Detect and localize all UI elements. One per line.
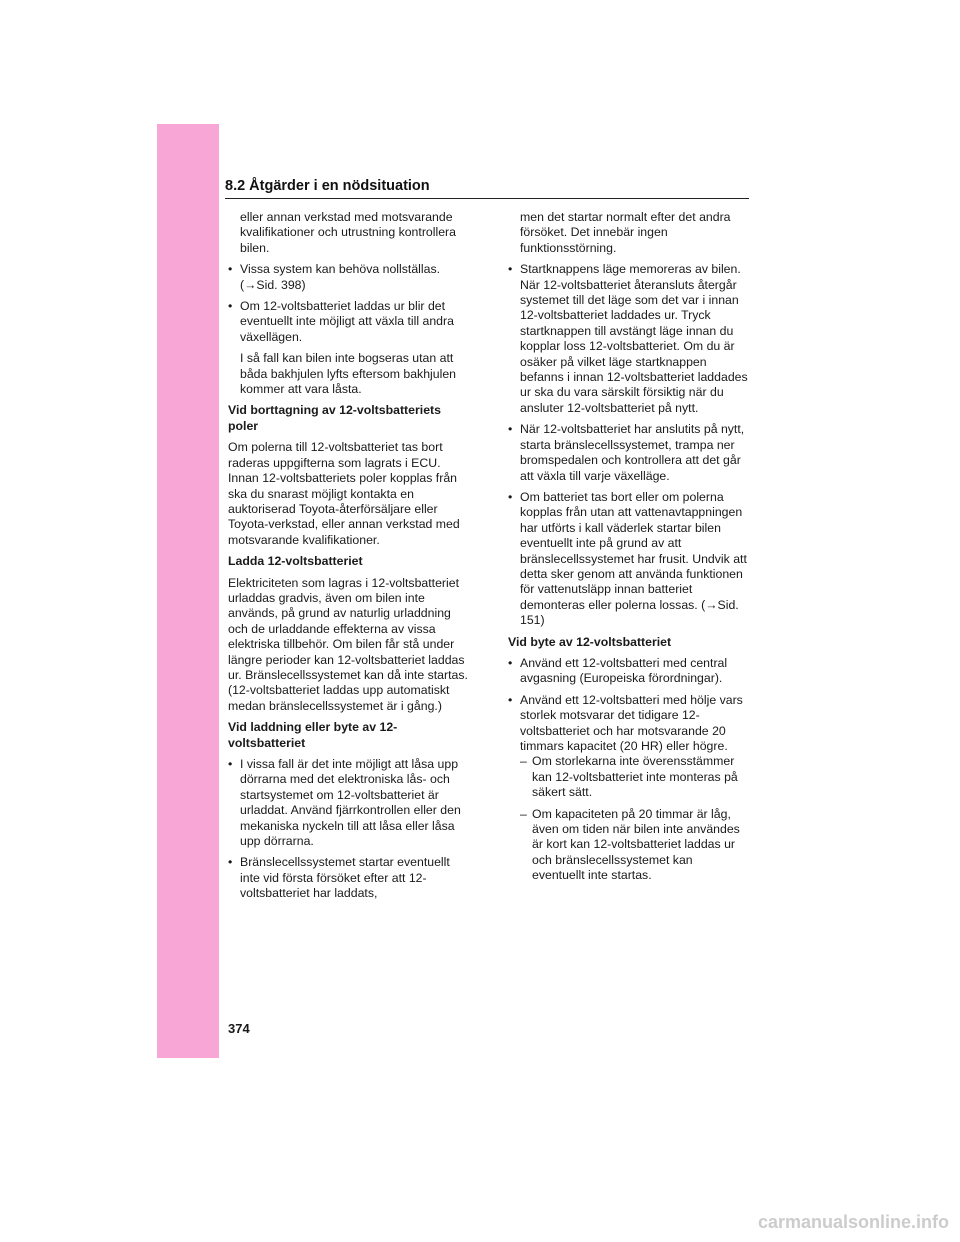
dash-item: – Om storlekarna inte överensstämmer kan 12-voltsbatteriet inte monteras på säkert sätt. (508, 754, 748, 800)
footer-watermark: carmanualsonline.info (758, 1212, 950, 1232)
bullet-item: • Om batteriet tas bort eller om polerna kopplas från utan att vattenavtappningen har utförts i kall väderlek startar bilen eventuellt inte på grund av att bränslecellssystemet har frusit. Undvik att detta sker genom att använda funktionen för vattenutsläpp innan batteriet demonteras eller polerna lossas. (→Sid. 151) (508, 490, 748, 629)
bullet-continuation: I så fall kan bilen inte bogseras utan att båda bakhjulen lyfts eftersom bakhjulen kommer att vara låsta. (240, 351, 457, 397)
right-column (508, 210, 748, 890)
bullet-item: • Om 12-voltsbatteriet laddas ur blir det eventuellt inte möjligt att växla till andra växellägen. (228, 299, 468, 345)
chapter-tab (157, 124, 219, 1058)
bullet-item: • Vissa system kan behöva nollställas. (→Sid. 398) (228, 262, 468, 293)
subheading: Vid laddning eller byte av 12-voltsbatteriet (228, 720, 398, 750)
bullet-item: • Bränslecellssystemet startar eventuellt inte vid första försöket efter att 12-voltsbatteriet har laddats, (228, 855, 468, 901)
subheading: Ladda 12-voltsbatteriet (228, 554, 363, 569)
paragraph: Om polerna till 12-voltsbatteriet tas bort raderas uppgifterna som lagrats i ECU. Innan 12-voltsbatteriets poler kopplas från ska du snarast möjligt kontakta en auktoriserad Toyota-återförsäljare eller Toyota-verkstad, eller annan verkstad med motsvarande kvalifikationer. (228, 440, 460, 547)
page-number: 374 (228, 1021, 250, 1036)
bullet-item: • Använd ett 12-voltsbatteri med hölje vars storlek motsvarar det tidigare 12-voltsbatteriet och har motsvarande 20 timmars kapacitet (20 HR) eller högre. (508, 693, 748, 755)
bullet-item: • Använd ett 12-voltsbatteri med central avgasning (Europeiska förordningar). (508, 656, 748, 687)
left-column (228, 210, 468, 908)
intro-text: eller annan verkstad med motsvarande kvalifikationer och utrustning kontrollera bilen. (240, 210, 456, 255)
dash-item: – Om kapaciteten på 20 timmar är låg, även om tiden när bilen inte användes är kort kan 12-voltsbatteriet laddas ur och bränslecellssystemet kan eventuellt inte startas. (508, 807, 748, 884)
bullet-item: • I vissa fall är det inte möjligt att låsa upp dörrarna med det elektroniska lås- och startsystemet om 12-voltsbatteriet är urladdat. Använd fjärrkontrollen eller den mekaniska nyckeln till att låsa eller låsa upp dörrarna. (228, 757, 468, 849)
bullet-item: • När 12-voltsbatteriet har anslutits på nytt, starta bränslecellssystemet, trampa ner bromspedalen och kontrollera att det går att växla till varje växelläge. (508, 422, 748, 484)
paragraph: Elektriciteten som lagras i 12-voltsbatteriet urladdas gradvis, även om bilen inte används, på grund av naturlig urladdning och de urladdande effekterna av vissa elektriska tillbehör. Om bilen får stå under längre perioder kan 12-voltsbatteriet laddas ur. Bränslecellssystemet kan då inte startas. (12-voltsbatteriet laddas upp automatiskt medan bränslecellssystemet är i gång.) (228, 575, 468, 713)
continuation-text: men det startar normalt efter det andra försöket. Det innebär ingen funktionsstörning. (520, 210, 731, 255)
bullet-item: • Startknappens läge memoreras av bilen. När 12-voltsbatteriet återansluts återgår systemet till det läge som det var i innan 12-voltsbatteriet laddades ur. Tryck startknappen till avstängt läge innan du kopplar loss 12-voltsbatteriet. Om du är osäker på vilket läge startknappen befanns i innan 12-voltsbatteriet laddades ur ska du vara särskilt försiktig när du ansluter 12-voltsbatteriet på nytt. (508, 262, 748, 416)
section-title: 8.2 Åtgärder i en nödsituation (225, 178, 749, 199)
subheading: Vid borttagning av 12-voltsbatteriets poler (228, 403, 441, 433)
subheading: Vid byte av 12-voltsbatteriet (508, 634, 672, 649)
